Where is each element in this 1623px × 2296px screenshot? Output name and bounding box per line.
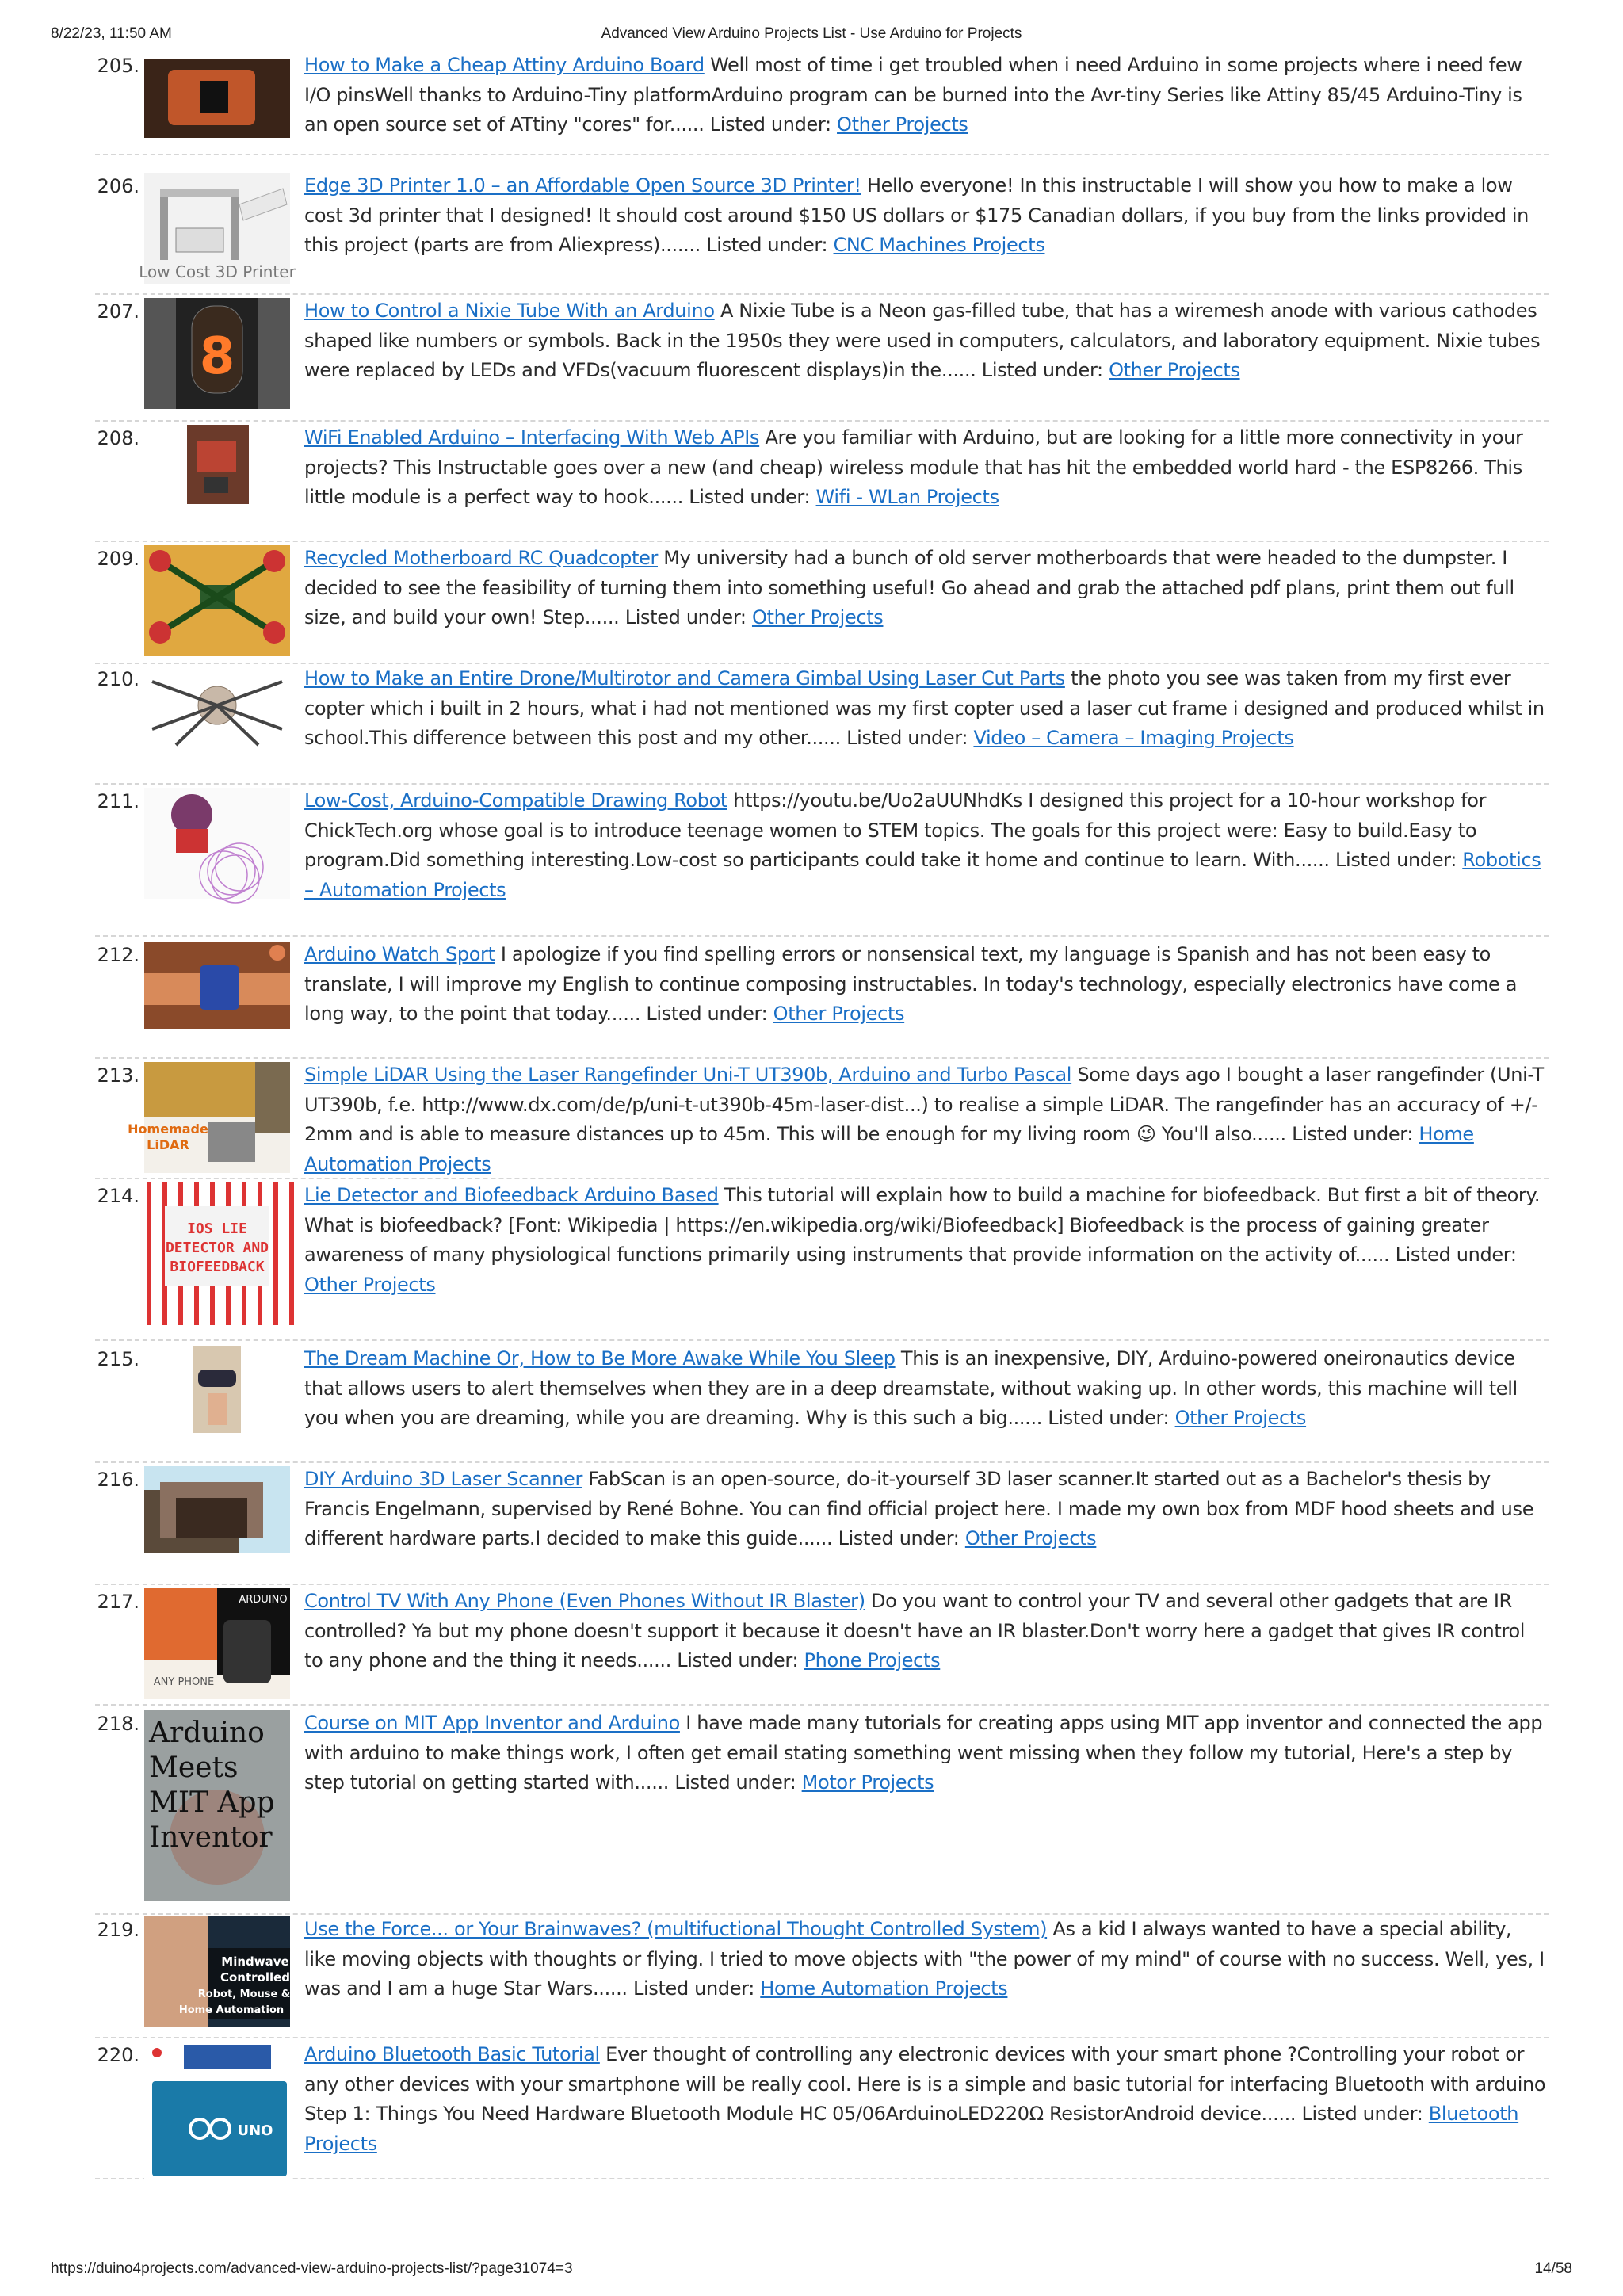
item-number: 216. xyxy=(97,1469,139,1491)
category-link[interactable]: Robotics – Automation Projects xyxy=(304,849,1541,901)
nixie-tube-icon[interactable] xyxy=(144,298,290,409)
list-item xyxy=(95,1587,1549,1706)
brainwave-icon[interactable] xyxy=(144,1916,290,2027)
listed-under-label: Listed under: xyxy=(706,234,828,256)
category-link[interactable]: Home Automation Projects xyxy=(760,1977,1008,2000)
page-url: https://duino4projects.com/advanced-view-arduino-projects-list/?page31074=3 xyxy=(51,2260,573,2277)
category-link[interactable]: Home Automation Projects xyxy=(304,1123,1474,1175)
project-summary: Well most of time i get troubled when i need Arduino in some projects where i need few I/O pinsWell thanks to Arduino-Tiny platformArduino program can be burned into the Avr-tiny Series like Attiny 85/45 Arduino-Tiny is an open source set of ATtiny "cores" for...... xyxy=(304,54,1522,136)
print-header xyxy=(51,25,1572,49)
quadcopter-icon[interactable] xyxy=(144,545,290,656)
project-title-link[interactable]: How to Make a Cheap Attiny Arduino Board xyxy=(304,54,705,76)
item-description xyxy=(304,1915,1549,2004)
project-summary: Are you familiar with Arduino, but are looking for a little more connectivity in your projects? This Instructable goes over a new (and cheap) wireless module that has hit the embedded world hard - the ESP8266. This little module is a perfect way to hook...... xyxy=(304,426,1523,508)
svg-text:Meets: Meets xyxy=(149,1752,239,1784)
project-title-link[interactable]: Edge 3D Printer 1.0 – an Affordable Open Source 3D Printer! xyxy=(304,174,861,197)
list-item xyxy=(95,1181,1549,1341)
project-summary: FabScan is an open-source, do-it-yourself 3D laser scanner.It started out as a Bachelor's thesis by Francis Engelmann, supervised by René Bohne. You can find official project here. I made my own box from MDF hood sheets and use different hardware parts.I decided to make this guide...... xyxy=(304,1468,1534,1549)
project-summary: Some days ago I bought a laser rangefinder (Uni-T UT390b, f.e. http://www.dx.com/de/p/uni-t-ut390b-45m-laser-dist...) to realise a simple LiDAR. The rangefinder has an accuracy of +/- 2mm and is able to measure distances up to 45m. This will be enough for my living room 😉 You'll also...... xyxy=(304,1064,1544,1145)
svg-text:BIOFEEDBACK: BIOFEEDBACK xyxy=(170,1259,265,1275)
item-description xyxy=(304,51,1549,140)
thumb-caption: Low Cost 3D Printer xyxy=(139,262,296,281)
category-link[interactable]: Other Projects xyxy=(1109,359,1240,381)
svg-text:ARDUINO: ARDUINO xyxy=(239,1594,288,1606)
item-number: 219. xyxy=(97,1919,139,1941)
svg-text:LiDAR: LiDAR xyxy=(147,1137,189,1152)
item-description xyxy=(304,1181,1549,1300)
wifi-module-icon[interactable] xyxy=(144,425,290,512)
attiny-board-icon[interactable] xyxy=(144,52,290,139)
watch-icon[interactable] xyxy=(144,942,290,1029)
phone-ir-icon[interactable] xyxy=(144,1588,290,1699)
page-title: Advanced View Arduino Projects List - Use Arduino for Projects xyxy=(601,25,1022,42)
category-link[interactable]: Motor Projects xyxy=(801,1771,934,1794)
svg-text:Robot, Mouse &: Robot, Mouse & xyxy=(197,1988,291,2000)
listed-under-label: Listed under: xyxy=(1301,2103,1423,2125)
project-title-link[interactable]: Control TV With Any Phone (Even Phones Without IR Blaster) xyxy=(304,1590,865,1612)
item-description xyxy=(304,2040,1549,2159)
list-item xyxy=(95,171,1549,295)
item-number: 220. xyxy=(97,2044,139,2066)
listed-under-label: Listed under: xyxy=(689,486,811,508)
listed-under-label: Listed under: xyxy=(674,1771,796,1794)
listed-under-label: Listed under: xyxy=(646,1003,768,1025)
svg-text:ANY PHONE: ANY PHONE xyxy=(153,1676,215,1688)
project-summary: I have made many tutorials for creating apps using MIT app inventor and connected the app with arduino to make things work, I often get email stating something went missing when they follow my tutorial, Here's a step by step tutorial on getting started with...... xyxy=(304,1712,1543,1794)
laser-scanner-icon[interactable] xyxy=(144,1466,290,1553)
drawing-robot-icon[interactable] xyxy=(144,788,290,899)
item-number: 205. xyxy=(97,55,139,77)
svg-text:Controlled: Controlled xyxy=(220,1970,291,1985)
item-description xyxy=(304,171,1549,261)
item-description xyxy=(304,1587,1549,1676)
item-number: 206. xyxy=(97,175,139,197)
listed-under-label: Listed under: xyxy=(709,113,831,136)
project-title-link[interactable]: Low-Cost, Arduino-Compatible Drawing Robot xyxy=(304,789,727,812)
item-description xyxy=(304,423,1549,513)
project-title-link[interactable]: DIY Arduino 3D Laser Scanner xyxy=(304,1468,582,1490)
project-summary: Do you want to control your TV and several other gadgets that are IR controlled? Ya but my phone doesn't support it because it doesn't have an IR blaster.Don't worry here a gadget that gives IR control to any phone and the thing it needs...... xyxy=(304,1590,1526,1671)
project-summary: This tutorial will explain how to build a machine for biofeedback. But first a bit of theory. What is biofeedback? [Font: Wikipedia | https://en.wikipedia.org/wiki/Biofeedback] Biofeedback is the process of gaining greater awareness of many physiological functions primarily using instruments that provide information on the activity of...... xyxy=(304,1184,1541,1266)
category-link[interactable]: Other Projects xyxy=(837,113,968,136)
listed-under-label: Listed under: xyxy=(633,1977,754,2000)
item-number: 207. xyxy=(97,300,139,323)
project-title-link[interactable]: Course on MIT App Inventor and Arduino xyxy=(304,1712,680,1734)
item-description xyxy=(304,786,1549,905)
project-title-link[interactable]: The Dream Machine Or, How to Be More Awake While You Sleep xyxy=(304,1347,896,1370)
page-number: 14/58 xyxy=(1534,2260,1572,2277)
print-footer xyxy=(51,2260,1572,2284)
category-link[interactable]: Other Projects xyxy=(773,1003,905,1025)
item-description xyxy=(304,664,1549,754)
project-title-link[interactable]: How to Make an Entire Drone/Multirotor and Camera Gimbal Using Laser Cut Parts xyxy=(304,667,1065,690)
category-link[interactable]: CNC Machines Projects xyxy=(833,234,1045,256)
item-number: 212. xyxy=(97,944,139,966)
svg-text:Home Automation: Home Automation xyxy=(178,2004,285,2016)
category-link[interactable]: Other Projects xyxy=(964,1527,1097,1549)
lie-detector-icon[interactable] xyxy=(144,1182,290,1325)
item-number: 210. xyxy=(97,668,139,690)
category-link[interactable]: Other Projects xyxy=(1174,1407,1307,1429)
listed-under-label: Listed under: xyxy=(1292,1123,1414,1145)
category-link[interactable]: Wifi - WLan Projects xyxy=(815,486,999,508)
listed-under-label: Listed under: xyxy=(1048,1407,1170,1429)
item-number: 208. xyxy=(97,427,139,449)
hexacopter-icon[interactable] xyxy=(144,666,290,753)
item-description xyxy=(304,1465,1549,1554)
list-item xyxy=(95,296,1549,422)
project-summary: Hello everyone! In this instructable I will show you how to make a low cost 3d printer that I designed! It should cost around $150 US dollars or $175 Canadian dollars, if you buy from the links provided in this project (parts are from Aliexpress)....... xyxy=(304,174,1529,256)
list-item xyxy=(95,1465,1549,1585)
listed-under-label: Listed under: xyxy=(838,1527,960,1549)
item-number: 214. xyxy=(97,1185,139,1207)
list-item xyxy=(95,2040,1549,2179)
project-title-link[interactable]: Arduino Watch Sport xyxy=(304,943,495,965)
category-link[interactable]: Other Projects xyxy=(751,606,884,628)
list-item xyxy=(95,1709,1549,1915)
list-item xyxy=(95,1344,1549,1463)
list-item xyxy=(95,664,1549,785)
item-description xyxy=(304,1344,1549,1434)
project-summary: My university had a bunch of old server motherboards that were headed to the dumpster. I decided to see the feasibility of turning them into something useful! Go ahead and grab the attached pdf plans, print them out full size, and build your own! Step...... xyxy=(304,547,1514,628)
list-item xyxy=(95,1060,1549,1179)
item-number: 217. xyxy=(97,1591,139,1613)
project-title-link[interactable]: How to Control a Nixie Tube With an Arduino xyxy=(304,300,715,322)
project-summary: This is an inexpensive, DIY, Arduino-powered oneironautics device that allows users to alert themselves when they are in a deep dreamstate, without waking up. In other words, this machine will tell you when you are dreaming, while you are dreaming. Why is this such a big...... xyxy=(304,1347,1518,1429)
list-item xyxy=(95,1915,1549,2038)
thumb-caption: 8 xyxy=(199,327,235,386)
item-number: 215. xyxy=(97,1348,139,1370)
listed-under-label: Listed under: xyxy=(1335,849,1457,871)
category-link[interactable]: Bluetooth Projects xyxy=(304,2103,1519,2155)
listed-under-label: Listed under: xyxy=(981,359,1103,381)
category-link[interactable]: Other Projects xyxy=(304,1273,436,1296)
project-title-link[interactable]: Lie Detector and Biofeedback Arduino Based xyxy=(304,1184,719,1206)
listed-under-label: Listed under: xyxy=(624,606,747,628)
list-item xyxy=(95,786,1549,937)
category-link[interactable]: Video – Camera – Imaging Projects xyxy=(973,727,1294,749)
project-title-link[interactable]: Simple LiDAR Using the Laser Rangefinder Uni-T UT390b, Arduino and Turbo Pascal xyxy=(304,1064,1072,1086)
list-item xyxy=(95,51,1549,155)
project-summary: the photo you see was taken from my first ever copter which i built in 2 hours, what i had not mentioned was my first copter used a laser cut frame i designed and produced whilst in school.This difference between this post and my other...... xyxy=(304,667,1545,749)
list-item xyxy=(95,544,1549,664)
project-summary: Ever thought of controlling any electronic devices with your smart phone ?Controlling your robot or any other devices with your smartphone will be really cool. Here is is a simple and basic tutorial for interfacing Bluetooth with arduino Step 1: Things You Need Hardware Bluetooth Module HC 05/06ArduinoLED220Ω ResistorAndroid device...... xyxy=(304,2043,1546,2125)
item-number: 209. xyxy=(97,548,139,570)
svg-text:Homemade: Homemade xyxy=(128,1121,208,1137)
item-number: 213. xyxy=(97,1064,139,1087)
svg-text:Mindwave: Mindwave xyxy=(221,1954,289,1969)
project-summary: A Nixie Tube is a Neon gas-filled tube, that has a wiremesh anode with various cathodes shaped like numbers or symbols. Back in the 1950s they were used in computers, calculators, and laboratory equipment. Nixie tubes were replaced by LEDs and VFDs(vacuum fluorescent displays)in the...... xyxy=(304,300,1541,381)
project-title-link[interactable]: Use the Force... or Your Brainwaves? (multifuctional Thought Controlled System) xyxy=(304,1918,1048,1940)
svg-text:Arduino: Arduino xyxy=(149,1717,265,1749)
project-summary: I apologize if you find spelling errors or nonsensical text, my language is Spanish and has not been easy to translate, I will improve my English to continue composing instructables. In today's technology, especially electronics have come a long way, to the point that today...... xyxy=(304,943,1518,1025)
print-date: 8/22/23, 11:50 AM xyxy=(51,25,172,42)
category-link[interactable]: Phone Projects xyxy=(804,1649,941,1671)
list-item xyxy=(95,423,1549,542)
svg-text:UNO: UNO xyxy=(237,2122,273,2139)
lidar-icon[interactable] xyxy=(128,1062,290,1173)
listed-under-label: Listed under: xyxy=(1395,1244,1517,1266)
project-title-link[interactable]: WiFi Enabled Arduino – Interfacing With Web APIs xyxy=(304,426,760,449)
project-title-link[interactable]: Recycled Motherboard RC Quadcopter xyxy=(304,547,658,569)
project-summary: https://youtu.be/Uo2aUUNhdKs I designed this project for a 10-hour workshop for ChickTech.org whose goal is to introduce teenage women to STEM topics. The goals for this project were: Easy to build.Easy to program.Did something interesting.Low-cost so participants could take it home and continue to learn. With...... xyxy=(304,789,1487,871)
item-description xyxy=(304,1709,1549,1798)
item-description xyxy=(304,1060,1549,1179)
item-number: 218. xyxy=(97,1713,139,1735)
sleep-mask-icon[interactable] xyxy=(144,1346,290,1433)
project-title-link[interactable]: Arduino Bluetooth Basic Tutorial xyxy=(304,2043,600,2065)
list-item xyxy=(95,940,1549,1059)
item-description xyxy=(304,940,1549,1030)
project-summary: As a kid I always wanted to have a special ability, like moving objects with thoughts or flying. I tried to move objects with "the power of my mind" of course with no success. Well, yes, I was and I am a huge Star Wars...... xyxy=(304,1918,1545,2000)
svg-text:DETECTOR AND: DETECTOR AND xyxy=(165,1240,269,1256)
app-inventor-icon[interactable] xyxy=(144,1710,290,1901)
item-description xyxy=(304,544,1549,633)
item-description xyxy=(304,296,1549,386)
item-number: 211. xyxy=(97,790,139,812)
3d-printer-icon[interactable] xyxy=(139,173,296,284)
bluetooth-arduino-icon[interactable] xyxy=(144,2042,290,2184)
listed-under-label: Listed under: xyxy=(677,1649,799,1671)
svg-text:MIT App: MIT App xyxy=(149,1786,275,1819)
svg-text:IOS LIE: IOS LIE xyxy=(187,1221,247,1237)
svg-text:Inventor: Inventor xyxy=(149,1821,273,1854)
listed-under-label: Listed under: xyxy=(846,727,968,749)
